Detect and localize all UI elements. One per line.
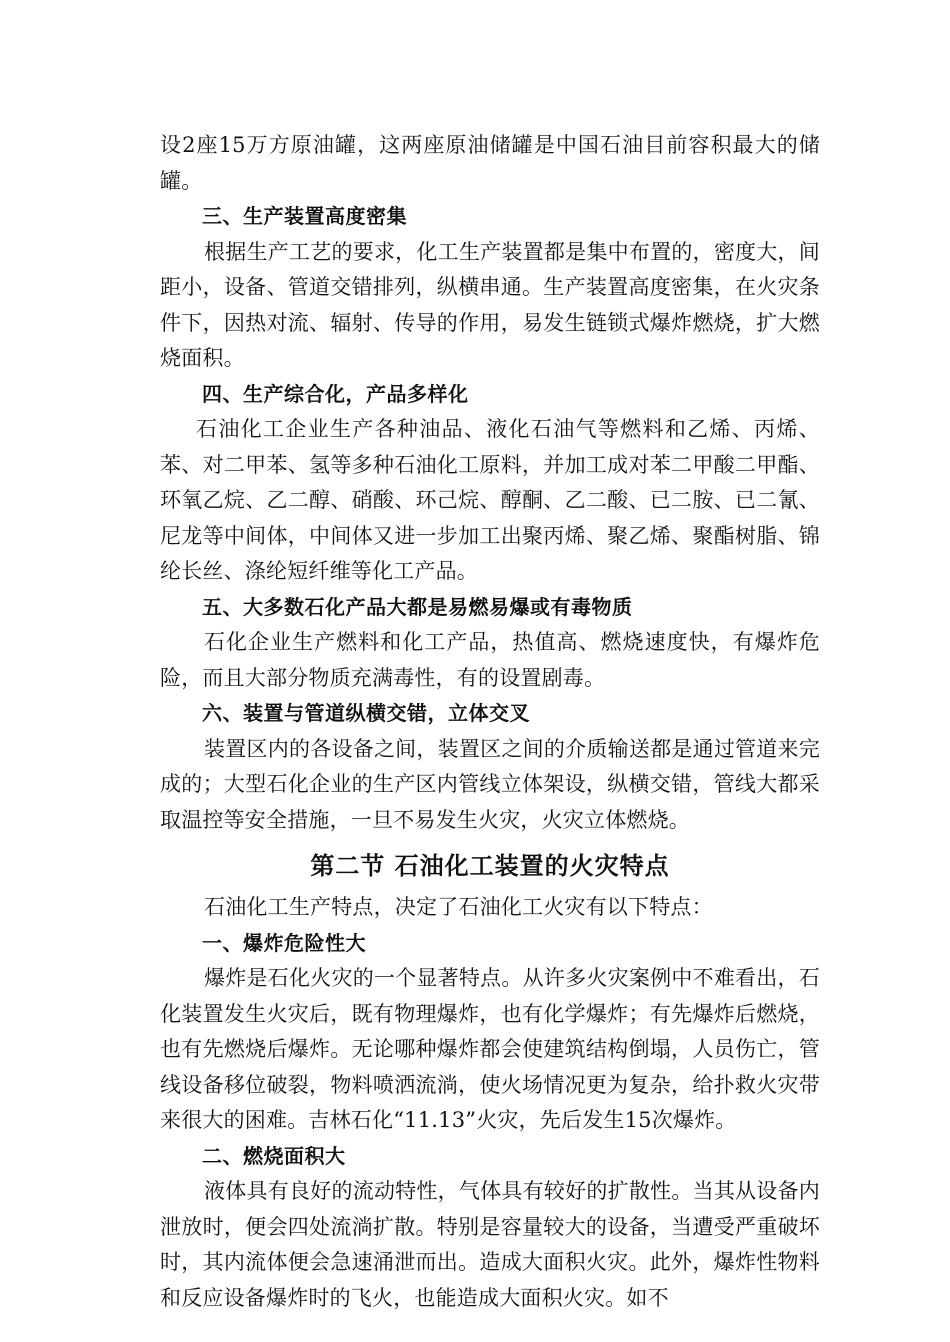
paragraph-pipelines: 装置区内的各设备之间，装置区之间的介质输送都是通过管道来完成的；大型石化企业的生产区内管线立体架设，纵横交错，管线大都采取温控等安全措施，一旦不易发生火灾，火灾立体燃烧。 [160,736,820,832]
heading-dense-equipment: 三、生产装置高度密集 [202,204,407,228]
section-title: 第二节 石油化工装置的火灾特点 [310,852,670,880]
heading-flammable-toxic: 五、大多数石化产品大都是易燃易爆或有毒物质 [202,594,633,619]
paragraph-diverse-products: 石油化工企业生产各种油品、液化石油气等燃料和乙烯、丙烯、苯、对二甲苯、氢等多种石油化工原料，并加工成对苯二甲酸二甲酯、环氧乙烷、乙二醇、硝酸、环己烷、醇酮、乙二酸、已二胺、已二氰、尼龙等中间体，中间体又进一步加工出聚丙烯、聚乙烯、聚酯树脂、锦纶长丝、涤纶短纤维等化工产品。 [160,417,820,583]
heading-diverse-products: 四、生产综合化，产品多样化 [202,381,469,406]
heading-burn-area: 二、燃烧面积大 [202,1143,346,1168]
paragraph-storage-tanks: 设2座15万方原油罐，这两座原油储罐是中国石油目前容积最大的储罐。 [160,133,820,193]
paragraph-intro: 石油化工生产特点，决定了石油化工火灾有以下特点： [204,895,713,919]
paragraph-dense-equipment: 根据生产工艺的要求，化工生产装置都是集中布置的，密度大，间距小，设备、管道交错排列，纵横串通。生产装置高度密集，在火灾条件下，因热对流、辐射、传导的作用，易发生链锁式爆炸燃烧，扩大燃烧面积。 [160,239,820,370]
heading-explosion-risk: 一、爆炸危险性大 [202,930,366,955]
paragraph-flammable-toxic: 石化企业生产燃料和化工产品，热值高、燃烧速度快，有爆炸危险，而且大部分物质充满毒性，有的设置剧毒。 [160,630,820,690]
heading-pipelines: 六、装置与管道纵横交错，立体交叉 [202,701,530,725]
document-body [160,128,820,1316]
paragraph-burn-area: 液体具有良好的流动特性，气体具有较好的扩散性。当其从设备内泄放时，便会四处流淌扩散。特别是容量较大的设备，当遭受严重破坏时，其内流体便会急速涌泄而出。造成大面积火灾。此外，爆炸性物料和反应设备爆炸时的飞火，也能造成大面积火灾。如不 [160,1179,820,1310]
paragraph-explosion-risk: 爆炸是石化火灾的一个显著特点。从许多火灾案例中不难看出，石化装置发生火灾后，既有物理爆炸，也有化学爆炸；有先爆炸后燃烧，也有先燃烧后爆炸。无论哪种爆炸都会使建筑结构倒塌，人员伤亡，管线设备移位破裂，物料喷洒流淌，使火场情况更为复杂，给扑救火灾带来很大的困难。吉林石化“11.13”火灾，先后发生15次爆炸。 [160,966,820,1132]
